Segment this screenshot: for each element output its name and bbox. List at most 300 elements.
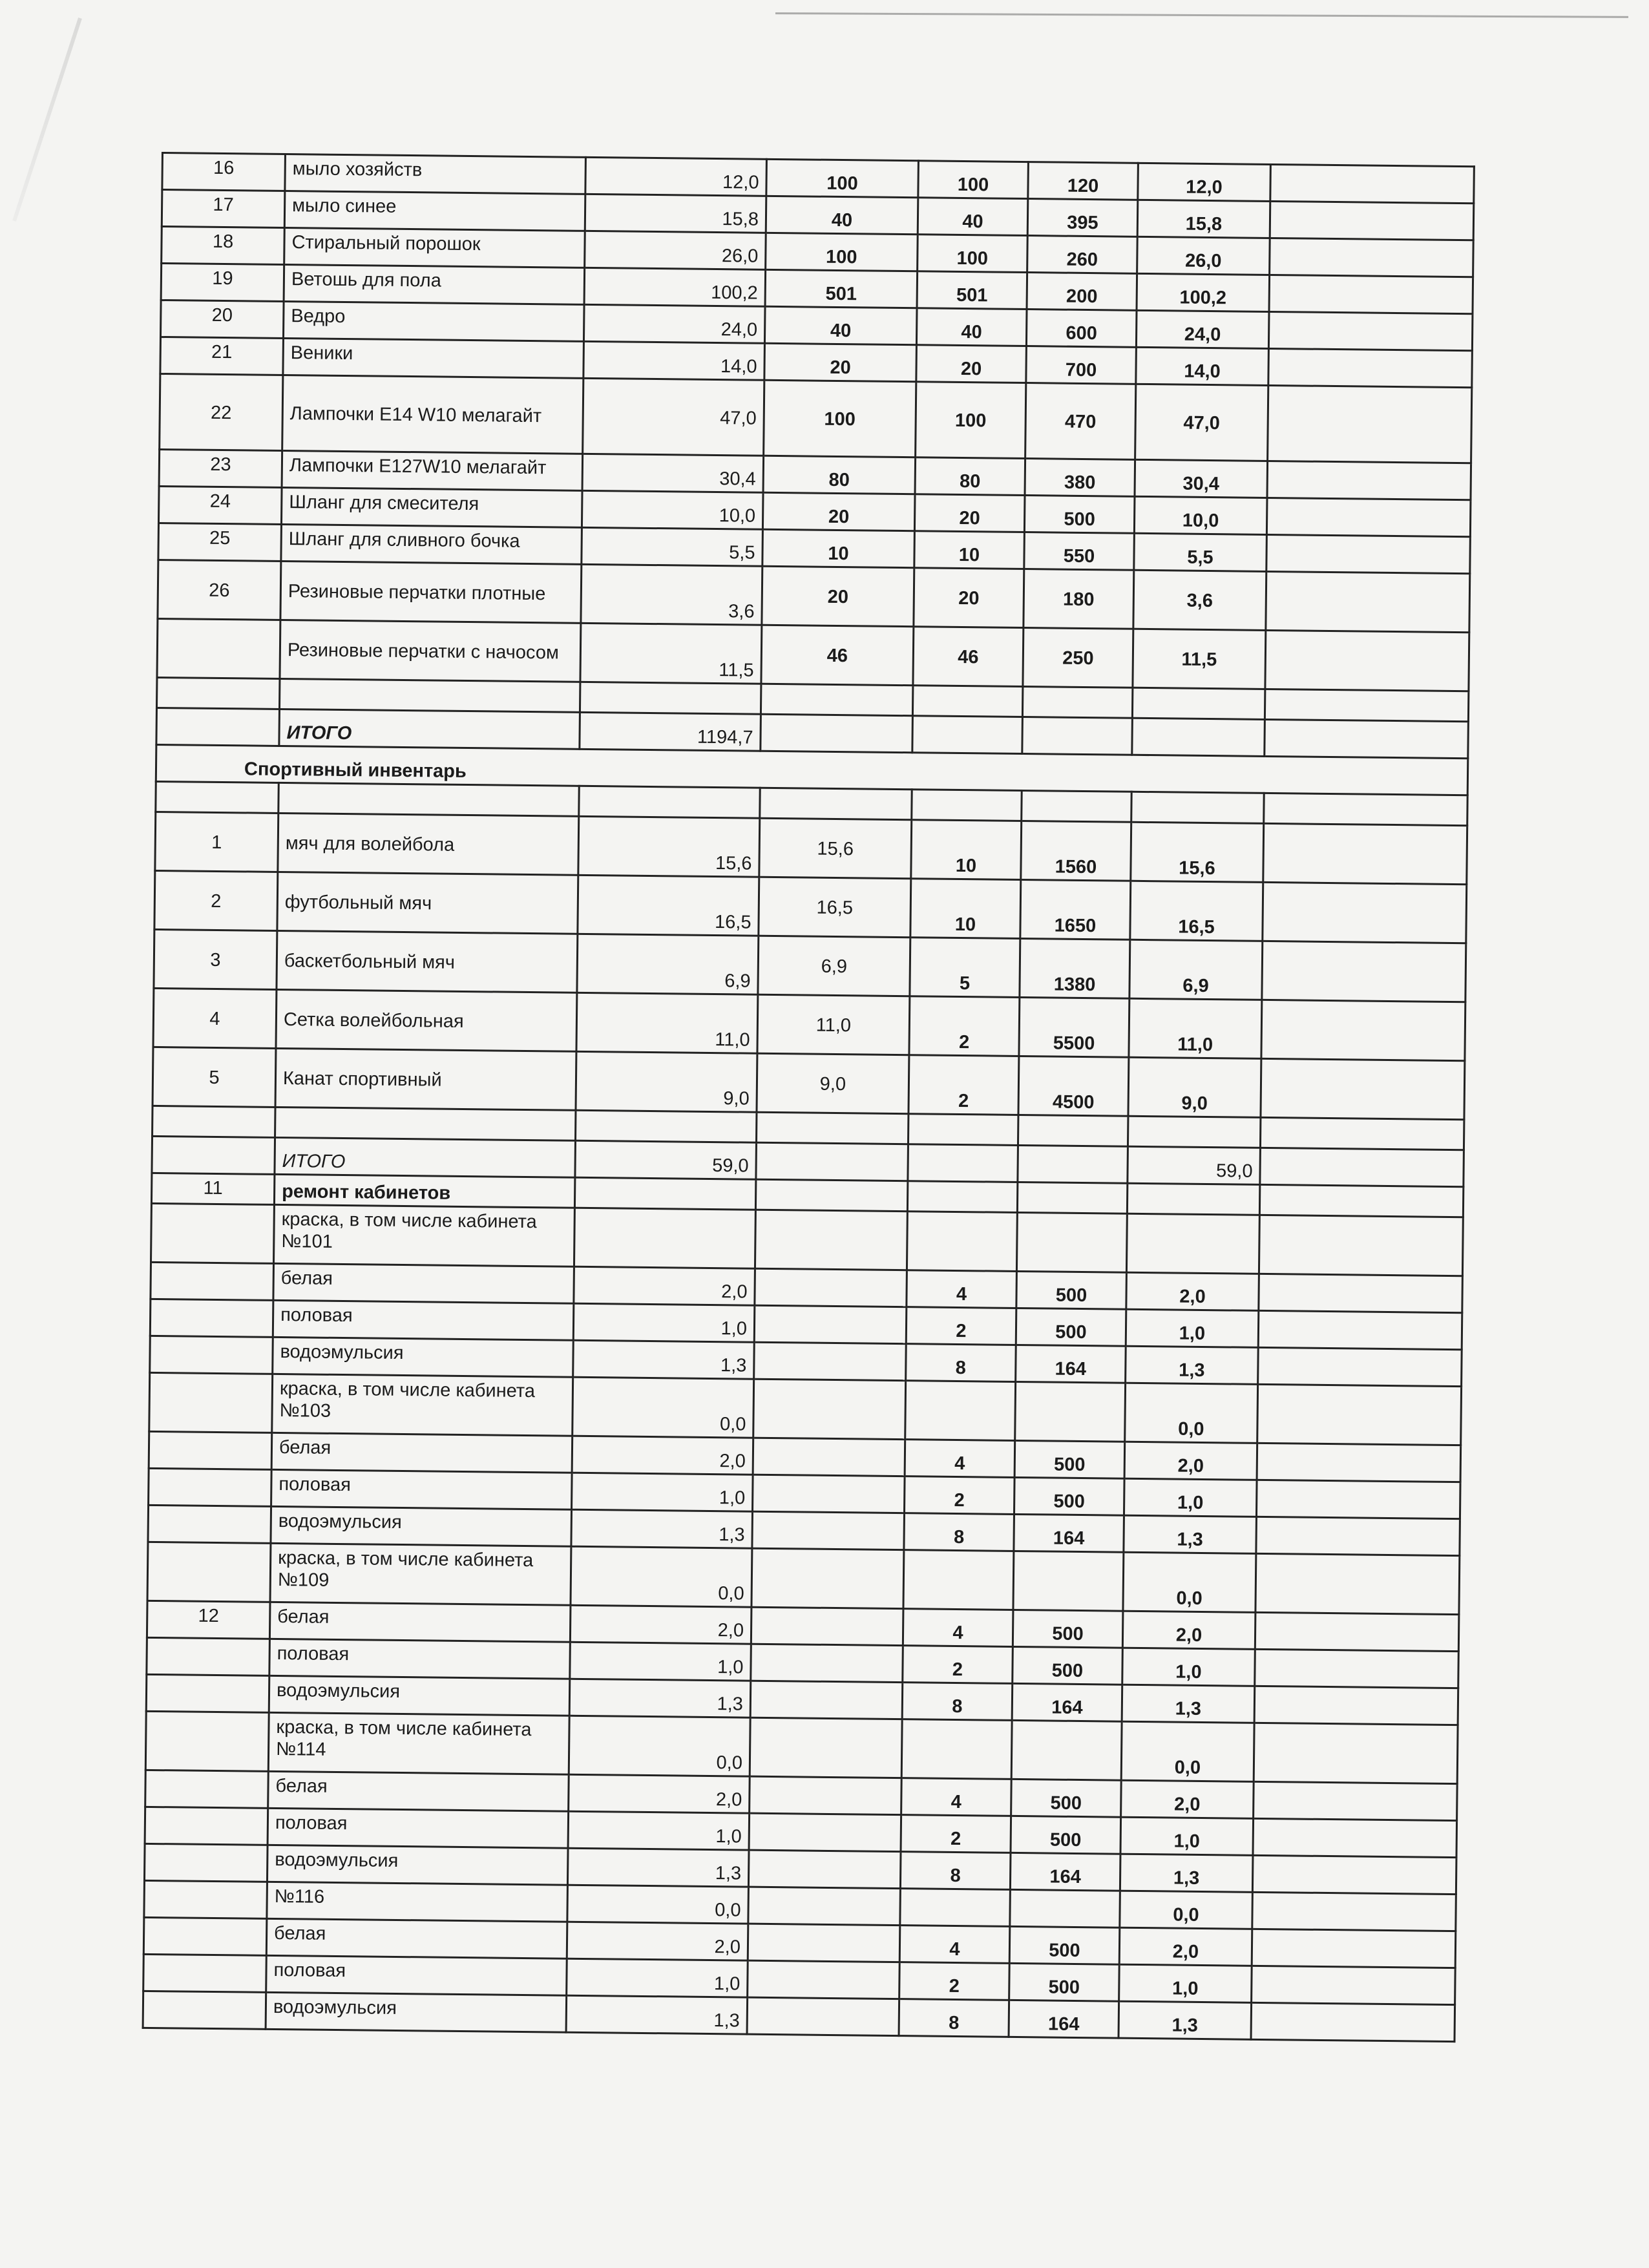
- price-cell: 1560: [1021, 821, 1131, 881]
- row-number: [145, 1711, 269, 1771]
- sum-cell: 1,0: [1126, 1309, 1259, 1347]
- quantity-cell: 40: [764, 306, 917, 344]
- price-cell: 180: [1024, 569, 1134, 629]
- amount-cell: 3,6: [581, 564, 762, 625]
- amount-cell: 2,0: [574, 1266, 755, 1305]
- empty-cell: [1265, 630, 1469, 691]
- scan-artifact-line: [775, 12, 1628, 18]
- empty-cell: [750, 1681, 903, 1719]
- empty-cell: [1252, 1929, 1456, 1968]
- amount-cell: 14,0: [583, 341, 765, 380]
- empty-cell: [279, 678, 580, 712]
- quantity-cell: 46: [913, 627, 1024, 687]
- empty-cell: [1252, 1892, 1456, 1931]
- item-name: водоэмульсия: [269, 1675, 570, 1716]
- price-cell: 500: [1011, 1816, 1121, 1854]
- empty-cell: [912, 716, 1023, 754]
- empty-cell: [1259, 1274, 1463, 1312]
- empty-cell: [580, 682, 761, 714]
- empty-cell: [912, 790, 1022, 821]
- empty-cell: [760, 788, 912, 819]
- quantity-cell: 40: [766, 196, 918, 234]
- price-cell: 260: [1027, 236, 1138, 274]
- price-cell: 395: [1027, 199, 1138, 237]
- price-cell: 550: [1024, 532, 1135, 571]
- amount-cell: 15,6: [578, 816, 760, 877]
- total-label: ИТОГО: [279, 709, 580, 749]
- row-number: 18: [162, 227, 285, 265]
- sum-cell: 3,6: [1133, 570, 1266, 630]
- quantity-cell: 8: [899, 1999, 1009, 2037]
- row-number: [151, 1262, 274, 1300]
- sum-cell: 1,0: [1122, 1648, 1255, 1686]
- row-number: 21: [160, 337, 284, 375]
- quantity-cell: 8: [906, 1344, 1016, 1382]
- sum-cell: 24,0: [1136, 310, 1269, 348]
- quantity-cell: 40: [916, 308, 1027, 346]
- quantity-cell: 40: [918, 198, 1028, 236]
- sum-cell: 15,6: [1131, 822, 1264, 882]
- empty-cell: [748, 1887, 901, 1925]
- quantity-cell: [905, 1381, 1016, 1441]
- expense-table: [142, 152, 1475, 2042]
- row-number: [149, 1372, 273, 1433]
- sum-cell: 10,0: [1134, 496, 1267, 534]
- price-cell: 4500: [1018, 1056, 1129, 1116]
- row-number: [150, 1299, 273, 1337]
- empty-cell: [1265, 719, 1469, 758]
- empty-cell: [1261, 1000, 1465, 1060]
- quantity-cell: [901, 1719, 1012, 1780]
- section-title: Спортивный инвентарь: [156, 744, 1467, 795]
- empty-cell: [761, 684, 912, 715]
- item-name: краска, в том числе кабинета №114: [268, 1712, 569, 1774]
- amount-cell: 15,6: [759, 818, 912, 878]
- empty-cell: [748, 1850, 901, 1888]
- empty-cell: [275, 1107, 576, 1140]
- quantity-cell: [903, 1550, 1014, 1610]
- quantity-cell: 4: [903, 1609, 1013, 1647]
- empty-cell: [1266, 571, 1470, 632]
- empty-cell: [1266, 534, 1471, 573]
- row-number: 2: [154, 870, 278, 930]
- row-number: [143, 1917, 267, 1955]
- sum-cell: 30,4: [1135, 459, 1268, 498]
- empty-cell: [1252, 1966, 1456, 2004]
- row-number: 3: [154, 929, 277, 989]
- empty-cell: [1270, 201, 1474, 240]
- amount-cell: 2,0: [572, 1436, 753, 1475]
- sum-cell: 0,0: [1120, 1891, 1253, 1929]
- quantity-cell: 20: [916, 345, 1027, 383]
- empty-cell: [1268, 348, 1473, 387]
- quantity-cell: 10: [762, 529, 915, 567]
- row-number: 16: [162, 153, 286, 191]
- empty-cell: [750, 1776, 902, 1814]
- empty-cell: [751, 1548, 904, 1608]
- item-name: Резиновые перчатки плотные: [280, 561, 582, 623]
- item-name: Шланг для сливного бочка: [281, 524, 582, 564]
- sum-cell: 1,3: [1124, 1515, 1257, 1553]
- empty-cell: [156, 708, 280, 746]
- item-name: водоэмульсия: [266, 1992, 567, 2032]
- sum-cell: 0,0: [1121, 1721, 1254, 1781]
- item-name: краска, в том числе кабинета №103: [272, 1374, 573, 1436]
- empty-cell: [751, 1644, 903, 1682]
- amount-cell: 0,0: [572, 1377, 754, 1438]
- row-number: [144, 1880, 268, 1918]
- sum-cell: 1,3: [1119, 2001, 1252, 2039]
- total-value: 1194,7: [580, 712, 761, 751]
- quantity-cell: 10: [911, 820, 1022, 880]
- item-name: краска, в том числе кабинета №109: [270, 1543, 571, 1605]
- empty-cell: [748, 1924, 900, 1962]
- row-number: [147, 1542, 271, 1602]
- quantity-cell: 4: [899, 1926, 1010, 1964]
- row-number: 25: [158, 523, 282, 561]
- empty-cell: [1017, 1182, 1127, 1213]
- row-number: [157, 618, 280, 678]
- item-name: белая: [273, 1263, 574, 1303]
- price-cell: 500: [1016, 1308, 1126, 1346]
- quantity-cell: 2: [903, 1646, 1013, 1684]
- price-cell: 200: [1027, 273, 1137, 311]
- quantity-cell: 4: [907, 1270, 1017, 1308]
- sum-cell: 1,0: [1124, 1478, 1257, 1517]
- amount-cell: 5,5: [582, 527, 763, 566]
- empty-cell: [1266, 498, 1471, 536]
- empty-cell: [1258, 1310, 1462, 1349]
- row-number: [143, 1991, 266, 2029]
- empty-cell: [156, 781, 278, 813]
- empty-cell: [756, 1142, 909, 1181]
- amount-cell: 9,0: [576, 1051, 757, 1112]
- quantity-cell: 80: [915, 457, 1025, 496]
- empty-cell: [1262, 941, 1466, 1002]
- item-name: белая: [268, 1771, 569, 1811]
- empty-cell: [574, 1177, 755, 1210]
- row-number: [151, 1203, 275, 1263]
- empty-cell: [1265, 689, 1468, 721]
- quantity-cell: 2: [906, 1307, 1016, 1345]
- price-cell: 500: [1009, 1963, 1120, 2001]
- empty-cell: [752, 1511, 905, 1549]
- item-name: Ветошь для пола: [284, 264, 585, 304]
- empty-cell: [753, 1475, 905, 1513]
- quantity-cell: [907, 1212, 1017, 1272]
- total-value: 59,0: [575, 1140, 757, 1179]
- document-page: [142, 152, 1475, 2042]
- row-number: 4: [153, 988, 277, 1048]
- empty-cell: [1260, 1148, 1464, 1186]
- amount-cell: 11,0: [576, 992, 758, 1053]
- sum-cell: 2,0: [1124, 1442, 1257, 1480]
- sum-cell: 5,5: [1134, 533, 1267, 571]
- sum-cell: 2,0: [1122, 1611, 1255, 1649]
- sum-cell: 2,0: [1121, 1780, 1254, 1818]
- empty-cell: [908, 1144, 1018, 1182]
- empty-cell: [1256, 1480, 1460, 1518]
- item-name: водоэмульсия: [267, 1845, 568, 1885]
- quantity-cell: 10: [910, 879, 1021, 939]
- row-number: 22: [160, 373, 283, 450]
- price-cell: 164: [1012, 1683, 1122, 1721]
- amount-cell: 6,9: [758, 936, 910, 996]
- empty-cell: [1270, 164, 1475, 203]
- empty-cell: [1268, 385, 1472, 463]
- price-cell: 500: [1014, 1440, 1125, 1478]
- item-name: мыло хозяйств: [285, 154, 586, 194]
- item-name: Ведро: [283, 301, 584, 341]
- empty-cell: [1261, 1058, 1465, 1119]
- sum-cell: 1,3: [1120, 1854, 1253, 1892]
- row-number: [149, 1468, 272, 1506]
- empty-cell: [1263, 823, 1467, 884]
- item-name: Сетка волейбольная: [276, 989, 577, 1051]
- amount-cell: 2,0: [570, 1605, 751, 1644]
- sum-cell: 26,0: [1137, 236, 1270, 275]
- quantity-cell: 2: [899, 1962, 1010, 2000]
- empty-cell: [1263, 882, 1467, 943]
- amount-cell: 0,0: [569, 1716, 750, 1776]
- sum-cell: 1,3: [1122, 1685, 1255, 1723]
- quantity-cell: 100: [916, 382, 1026, 459]
- amount-cell: 0,0: [571, 1546, 752, 1607]
- amount-cell: 15,8: [585, 194, 766, 233]
- item-name: половая: [271, 1469, 572, 1509]
- quantity-cell: 501: [917, 271, 1027, 310]
- quantity-cell: 8: [904, 1513, 1014, 1551]
- empty-cell: [749, 1813, 901, 1851]
- row-number: 17: [162, 190, 285, 228]
- empty-cell: [754, 1342, 907, 1380]
- amount-cell: 12,0: [585, 157, 767, 196]
- row-number: 20: [160, 300, 284, 339]
- empty-cell: [1252, 1855, 1456, 1894]
- price-cell: 380: [1025, 459, 1135, 497]
- sum-cell: [1126, 1213, 1259, 1274]
- amount-cell: 1,0: [572, 1473, 753, 1511]
- empty-cell: [278, 782, 579, 816]
- sum-cell: 1,0: [1120, 1817, 1254, 1855]
- sum-cell: 2,0: [1126, 1272, 1259, 1310]
- item-name: Стиральный порошок: [284, 227, 585, 268]
- item-name: белая: [269, 1602, 571, 1642]
- item-name: белая: [266, 1918, 567, 1958]
- quantity-cell: 10: [914, 531, 1025, 569]
- empty-cell: [576, 1110, 757, 1142]
- amount-cell: 6,9: [577, 934, 759, 994]
- price-cell: [1011, 1720, 1122, 1780]
- price-cell: 164: [1009, 2000, 1119, 2038]
- empty-cell: [1257, 1384, 1462, 1445]
- empty-cell: [756, 1112, 908, 1144]
- empty-cell: [747, 1997, 899, 2035]
- amount-cell: [574, 1208, 755, 1268]
- empty-cell: [912, 686, 1022, 717]
- sum-cell: 14,0: [1136, 347, 1269, 385]
- amount-cell: 0,0: [567, 1885, 749, 1924]
- item-name: Лампочки Е14 W10 мелагайт: [282, 375, 583, 454]
- quantity-cell: 20: [914, 494, 1025, 532]
- sum-cell: 1,0: [1119, 1964, 1252, 2002]
- price-cell: 1650: [1020, 879, 1131, 940]
- total-label: ИТОГО: [275, 1137, 576, 1177]
- empty-cell: [1132, 718, 1265, 756]
- amount-cell: 100,2: [584, 268, 766, 306]
- price-cell: 500: [1016, 1271, 1127, 1309]
- empty-cell: [755, 1179, 907, 1211]
- empty-cell: [1128, 1116, 1260, 1148]
- empty-cell: [1251, 2002, 1455, 2041]
- price-cell: 500: [1014, 1477, 1124, 1515]
- empty-cell: [1022, 790, 1131, 822]
- table-row: [160, 373, 1472, 463]
- quantity-cell: 2: [909, 996, 1020, 1056]
- item-name: половая: [266, 1955, 567, 1995]
- price-cell: 700: [1026, 346, 1137, 384]
- row-number: 12: [147, 1601, 270, 1639]
- empty-cell: [1269, 275, 1473, 313]
- amount-cell: 30,4: [582, 454, 764, 492]
- row-number: 5: [152, 1047, 276, 1107]
- price-cell: 164: [1014, 1514, 1124, 1552]
- empty-cell: [152, 1136, 275, 1174]
- quantity-cell: 2: [905, 1476, 1015, 1515]
- quantity-cell: 80: [763, 456, 916, 494]
- quantity-cell: 2: [909, 1055, 1019, 1115]
- empty-cell: [1256, 1517, 1460, 1555]
- sum-cell: 2,0: [1119, 1927, 1252, 1966]
- empty-cell: [152, 1106, 275, 1137]
- amount-cell: 1,3: [567, 1848, 749, 1887]
- empty-cell: [1022, 717, 1133, 755]
- quantity-cell: 4: [901, 1778, 1012, 1816]
- item-name: половая: [268, 1808, 569, 1848]
- item-name: Шланг для смесителя: [281, 487, 582, 527]
- empty-cell: [755, 1210, 907, 1270]
- amount-cell: 16,5: [759, 877, 911, 937]
- quantity-cell: [900, 1889, 1011, 1927]
- item-name: баскетбольный мяч: [277, 930, 578, 992]
- empty-cell: [1255, 1612, 1459, 1651]
- empty-cell: [1258, 1347, 1462, 1386]
- item-name: водоэмульсия: [273, 1337, 574, 1377]
- quantity-cell: 8: [900, 1852, 1011, 1890]
- empty-cell: [1018, 1115, 1128, 1146]
- sum-cell: 16,5: [1130, 881, 1263, 941]
- empty-cell: [1259, 1215, 1463, 1276]
- total-sum-value: 59,0: [1128, 1146, 1261, 1184]
- sum-cell: 15,8: [1137, 200, 1270, 238]
- empty-cell: [1257, 1443, 1461, 1482]
- quantity-cell: 100: [764, 380, 916, 457]
- row-number: 24: [158, 486, 282, 524]
- row-number: [147, 1637, 270, 1675]
- item-name: половая: [273, 1300, 574, 1340]
- sum-cell: 12,0: [1138, 163, 1271, 201]
- amount-cell: 2,0: [569, 1774, 750, 1813]
- quantity-cell: 4: [905, 1440, 1015, 1478]
- quantity-cell: 100: [766, 159, 919, 197]
- price-cell: 470: [1025, 383, 1136, 460]
- price-cell: [1015, 1381, 1126, 1442]
- item-name: половая: [269, 1639, 571, 1679]
- item-name: Лампочки Е127W10 мелагайт: [282, 450, 583, 490]
- price-cell: 250: [1023, 628, 1133, 688]
- amount-cell: 1,3: [569, 1679, 751, 1717]
- price-cell: 500: [1024, 496, 1135, 534]
- price-cell: 120: [1028, 162, 1139, 200]
- item-name: белая: [271, 1433, 572, 1473]
- empty-cell: [754, 1305, 907, 1343]
- empty-cell: [908, 1114, 1018, 1146]
- empty-cell: [1254, 1686, 1458, 1725]
- row-number: [145, 1770, 269, 1808]
- amount-cell: 1,3: [566, 1995, 748, 2034]
- empty-cell: [1270, 238, 1474, 277]
- amount-cell: 9,0: [757, 1053, 909, 1113]
- amount-cell: 11,0: [757, 994, 910, 1055]
- empty-cell: [1127, 1183, 1259, 1215]
- row-number: 19: [161, 264, 284, 302]
- empty-cell: [750, 1717, 902, 1778]
- quantity-cell: 2: [901, 1815, 1011, 1853]
- sum-cell: 11,0: [1129, 998, 1262, 1058]
- price-cell: 164: [1010, 1853, 1120, 1891]
- sum-cell: 0,0: [1123, 1552, 1256, 1612]
- empty-cell: [1022, 687, 1132, 719]
- empty-cell: [156, 677, 279, 709]
- item-name: краска, в том числе кабинета №101: [273, 1204, 574, 1266]
- row-number: [148, 1505, 271, 1543]
- price-cell: 1380: [1020, 938, 1130, 998]
- empty-cell: [753, 1379, 906, 1439]
- empty-cell: [1131, 792, 1264, 823]
- quantity-cell: 20: [764, 343, 917, 381]
- quantity-cell: 100: [766, 233, 918, 271]
- row-number: 11: [151, 1173, 274, 1204]
- price-cell: 500: [1013, 1646, 1123, 1685]
- empty-cell: [753, 1438, 905, 1476]
- item-name: водоэмульсия: [271, 1506, 572, 1546]
- row-number: 1: [155, 812, 278, 872]
- empty-cell: [1255, 1649, 1459, 1688]
- sum-cell: 9,0: [1128, 1057, 1261, 1117]
- item-name: футбольный мяч: [277, 872, 578, 934]
- quantity-cell: 100: [918, 235, 1028, 273]
- section-title: ремонт кабинетов: [274, 1174, 574, 1208]
- item-name: Канат спортивный: [275, 1048, 576, 1110]
- row-number: [143, 1954, 267, 1992]
- quantity-cell: 20: [914, 568, 1024, 628]
- price-cell: [1013, 1551, 1124, 1611]
- empty-cell: [907, 1181, 1017, 1213]
- price-cell: 500: [1011, 1779, 1122, 1817]
- amount-cell: 26,0: [585, 231, 766, 269]
- price-cell: 5500: [1019, 997, 1129, 1057]
- empty-cell: [579, 786, 760, 818]
- quantity-cell: 20: [762, 492, 915, 530]
- empty-cell: [761, 714, 913, 752]
- empty-cell: [1259, 1184, 1463, 1217]
- amount-cell: 10,0: [582, 490, 763, 529]
- empty-cell: [1255, 1553, 1460, 1614]
- empty-cell: [1260, 1117, 1464, 1150]
- empty-cell: [1264, 793, 1467, 825]
- quantity-cell: 46: [761, 625, 914, 685]
- sum-cell: 100,2: [1137, 273, 1270, 311]
